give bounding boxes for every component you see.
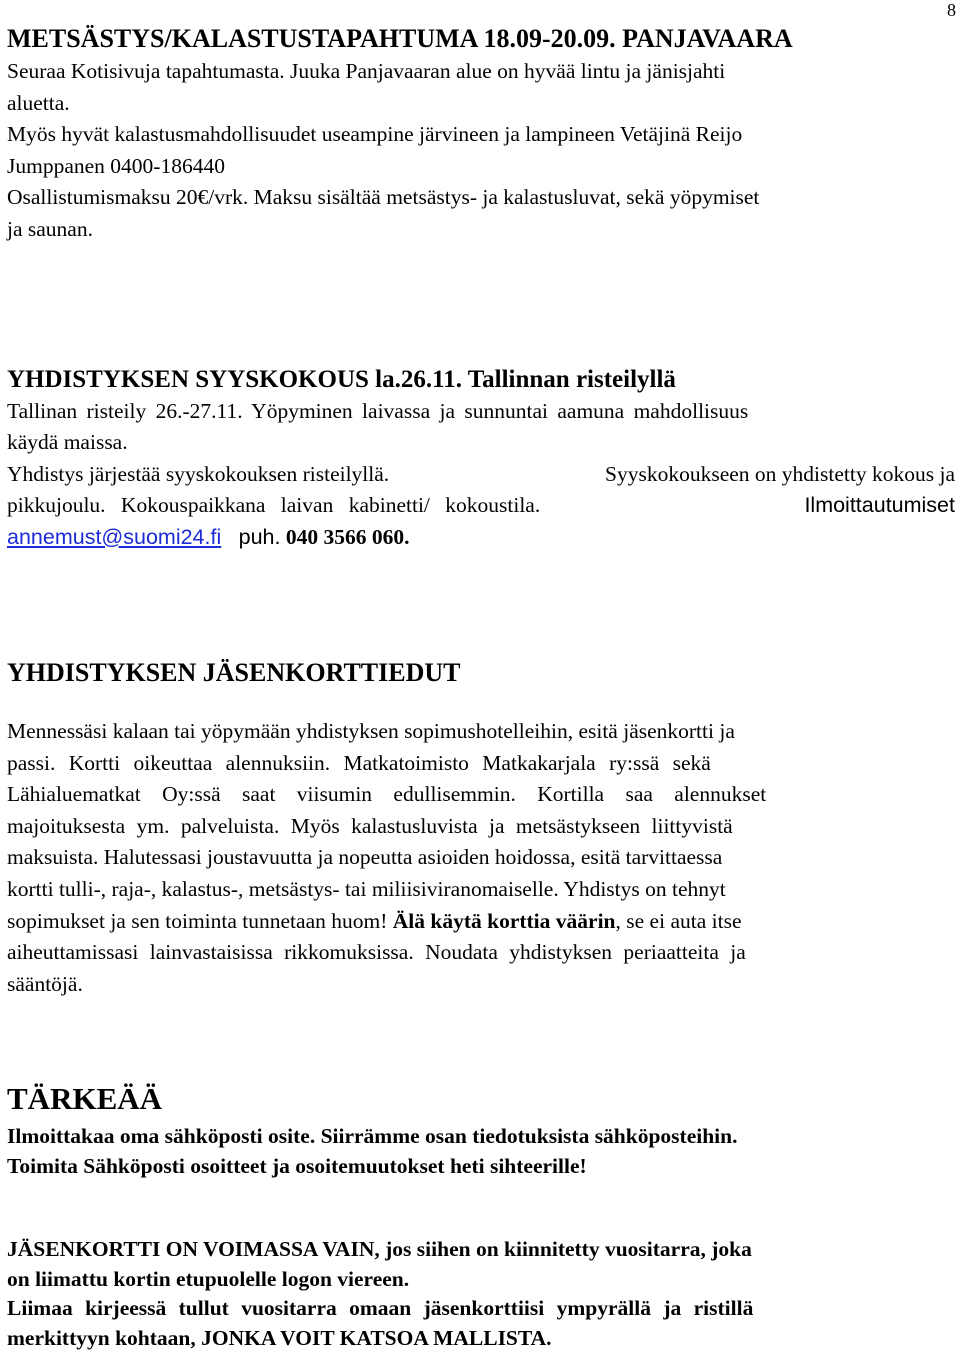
validity-line: on liimattu kortin etupuolelle logon viereen. [7,1266,410,1291]
page-number: 8 [947,0,956,20]
validity-body [7,1235,955,1353]
card-line [7,748,955,780]
meeting-line [7,459,955,490]
important-body [7,1122,955,1181]
event-line: Myös hyvät kalastusmahdollisuudet useampine järvineen ja lampineen Vetäjinä Reijo [7,122,743,147]
meeting-body [7,396,955,553]
meeting-line-part: Syyskokoukseen on yhdistetty kokous ja [605,461,955,486]
registration-label: Ilmoittautumiset [804,493,955,518]
phone-number: 040 3566 060. [285,524,410,549]
event-section [7,22,955,246]
meeting-line-part: Yhdistys järjestää syyskokouksen risteilyllä. [7,461,390,486]
card-line-text: majoituksesta ym. palveluista. Myös kalastusluvista ja metsästykseen liittyvistä [7,813,733,838]
card-line-text: kortti tulli-, raja-, kalastus-, metsästys- tai miliisiviranomaiselle. Yhdistys on tehnyt [7,876,726,901]
meeting-line: Tallinan risteily 26.-27.11. Yöpyminen laivassa ja sunnuntai aamuna mahdollisuus [7,399,749,423]
event-line: Seuraa Kotisivuja tapahtumasta. Juuka Panjavaaran alue on hyvää lintu ja jänisjahti [7,59,726,83]
card-line: sääntöjä. [7,971,83,996]
card-line [7,842,955,874]
card-line-text: aiheuttamissasi lainvastaisissa rikkomuksissa. Noudata yhdistyksen periaatteita ja [7,940,746,965]
card-line-text: Lähialuematkat Oy:ssä saat viisumin edullisemmin. Kortilla saa alennukset [7,782,767,807]
event-title: METSÄSTYS/KALASTUSTAPAHTUMA 18.09-20.09. PANJAVAARA [7,24,793,53]
event-line: ja saunan. [7,216,93,241]
important-section [7,1080,955,1181]
card-line-text: , se ei auta itse [615,908,742,933]
card-line-text: sopimukset ja sen toiminta tunnetaan huom! [7,908,388,933]
email-link[interactable]: annemust@suomi24.fi [7,524,222,549]
membership-card-body [7,716,955,1000]
card-line [7,906,955,938]
phone-label: puh. [238,524,281,549]
membership-card-title: YHDISTYKSEN JÄSENKORTTIEDUT [7,658,461,687]
card-line [7,874,955,906]
validity-line: JÄSENKORTTI ON VOIMASSA VAIN, jos siihen on kiinnitetty vuositarra, joka [7,1237,752,1261]
important-line: Toimita Sähköposti osoitteet ja osoitemuutokset heti sihteerille! [7,1153,587,1178]
card-line-text: Mennessäsi kalaan tai yöpymään yhdistyksen sopimushotelleihin, esitä jäsenkortti ja [7,719,735,743]
meeting-line: käydä maissa. [7,430,128,455]
event-line: Jumppanen 0400-186440 [7,153,225,178]
card-line-text: passi. Kortti oikeuttaa alennuksiin. Matkatoimisto Matkakarjala ry:ssä sekä [7,750,711,775]
meeting-line-part: pikkujoulu. Kokouspaikkana laivan kabinetti/ kokoustila. [7,493,541,518]
important-line: Ilmoittakaa oma sähköposti osite. Siirrämme osan tiedotuksista sähköposteihin. [7,1124,738,1148]
card-line [7,779,955,811]
meeting-title: YHDISTYKSEN SYYSKOKOUS la.26.11. Tallinnan risteilyllä [7,366,676,393]
card-line-text: maksuista. Halutessasi joustavuutta ja nopeutta asioiden hoidossa, esitä tarvittaessa [7,845,723,870]
membership-card-section [7,656,955,1000]
important-title: TÄRKEÄÄ [7,1081,163,1116]
contact-line [7,522,955,553]
event-line: aluetta. [7,90,70,115]
meeting-line [7,490,955,521]
event-body [7,56,955,246]
validity-line: merkittyyn kohtaan, JONKA VOIT KATSOA MALLISTA. [7,1325,552,1350]
card-line [7,811,955,843]
validity-line: Liimaa kirjeessä tullut vuositarra omaan jäsenkorttiisi ympyrällä ja ristillä [7,1296,754,1320]
card-line [7,937,955,969]
validity-section [7,1235,955,1353]
card-line [7,716,955,748]
meeting-section [7,364,955,553]
event-line: Osallistumismaksu 20€/vrk. Maksu sisältää metsästys- ja kalastusluvat, sekä yöpymiset [7,185,760,210]
warning-text: Älä käytä korttia väärin [392,908,616,933]
